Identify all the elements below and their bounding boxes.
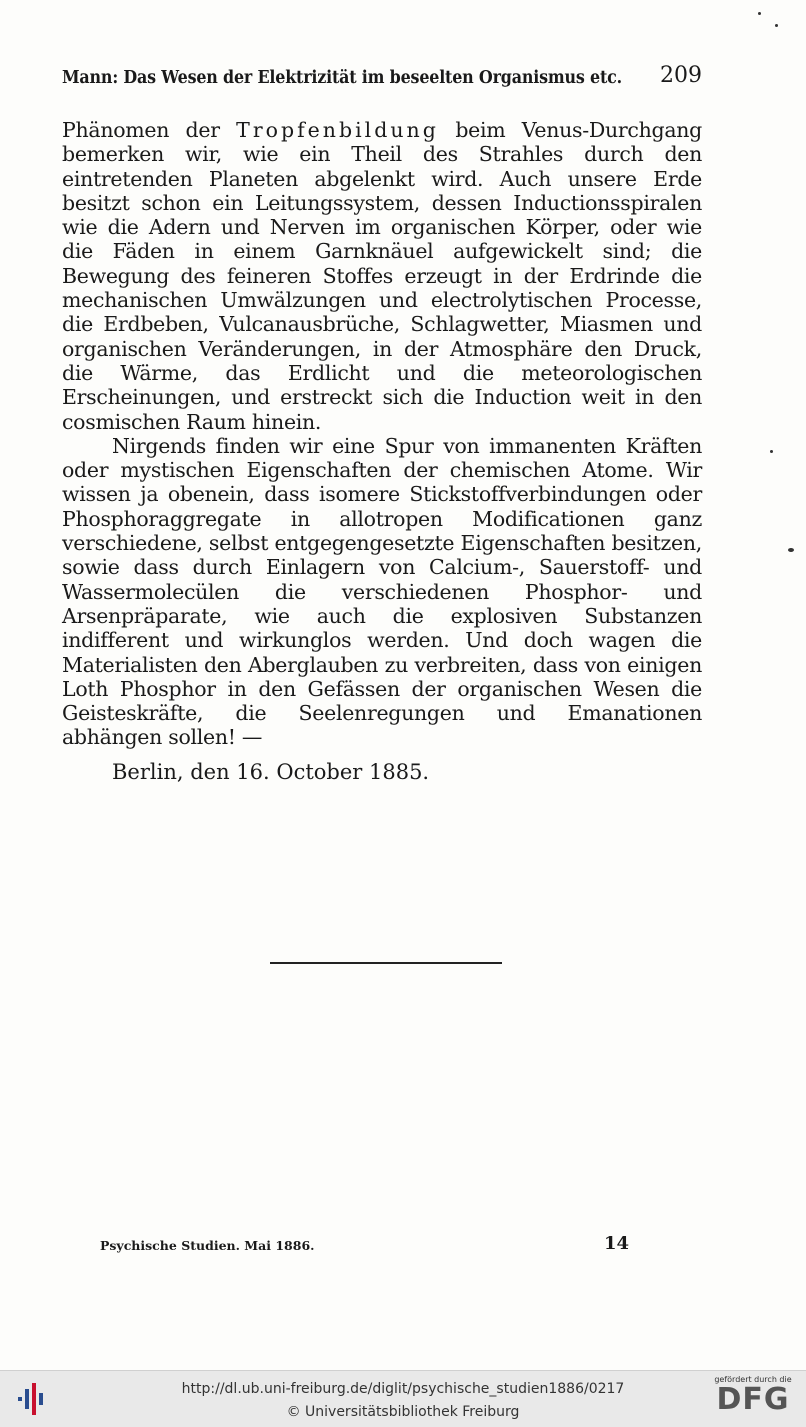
body-text bbox=[62, 118, 702, 750]
scan-speck bbox=[758, 12, 761, 15]
scan-speck bbox=[788, 548, 794, 552]
signoff-date: Berlin, den 16. October 1885. bbox=[112, 760, 430, 784]
scan-speck bbox=[770, 450, 773, 453]
viewer-footer-bar bbox=[0, 1370, 806, 1427]
paragraph-1-rest: beim Venus-Durchgang bemerken wir, wie ein Theil des Strahles durch den eintretenden Planeten abgelenkt wird. Auch unsere Erde besitzt schon ein Leitungssystem, dessen Inductionsspiralen wie die Adern und Nerven im organischen Körper, oder wie die Fäden in einem Garnknäuel aufgewickelt sind; die Bewegung des feineren Stoffes erzeugt in der Erdrinde die mechanischen Umwälzungen und electrolytischen Processe, die Erdbeben, Vulcanausbrüche, Schlagwetter, Miasmen und organischen Veränderungen, in der Atmosphäre den Druck, die Wärme, das Erdlicht und die meteorologischen Erscheinungen, und erstreckt sich die Induction weit in den cosmischen Raum hinein. bbox=[62, 118, 702, 434]
copyright-notice: © Universitätsbibliothek Freiburg bbox=[286, 1404, 520, 1420]
journal-footer: Psychische Studien. Mai 1886. bbox=[100, 1238, 315, 1253]
running-head bbox=[62, 63, 702, 90]
running-title: Mann: Das Wesen der Elektrizität im beseelten Organismus etc. bbox=[62, 68, 622, 88]
dfg-caption: gefördert durch die bbox=[714, 1375, 792, 1384]
dfg-wordmark: DFG bbox=[716, 1382, 790, 1417]
page-number: 209 bbox=[660, 63, 702, 88]
paragraph-2: Nirgends finden wir eine Spur von immanenten Kräften oder mystischen Eigenschaften der chemischen Atome. Wir wissen ja obenein, dass isomere Stickstoffverbindungen oder Phosphoraggregate in allotropen Modificationen ganz verschiedene, selbst entgegengesetzte Eigenschaften besitzen, sowie dass durch Einlagern von Calcium-, Sauerstoff- und Wassermolecülen die verschiedenen Phosphor- und Arsenpräparate, wie auch die explosiven Substanzen indifferent und wirkunglos werden. Und doch wagen die Materialisten den Aberglauben zu verbreiten, dass von einigen Loth Phosphor in den Gefässen der organischen Wesen die Geisteskräfte, die Seelenregungen und Emanationen abhängen sollen! — bbox=[62, 433, 702, 750]
document-url[interactable]: http://dl.ub.uni-freiburg.de/diglit/psychische_studien1886/0217 bbox=[181, 1381, 625, 1397]
dfg-logo bbox=[708, 1375, 798, 1423]
section-rule bbox=[270, 962, 502, 964]
signature-mark: 14 bbox=[604, 1233, 630, 1254]
spaced-term: Tropfenbildung bbox=[236, 118, 439, 142]
scan-speck bbox=[775, 24, 778, 27]
paragraph-1 bbox=[62, 118, 702, 434]
paragraph-1-start: Phänomen der bbox=[62, 118, 237, 142]
